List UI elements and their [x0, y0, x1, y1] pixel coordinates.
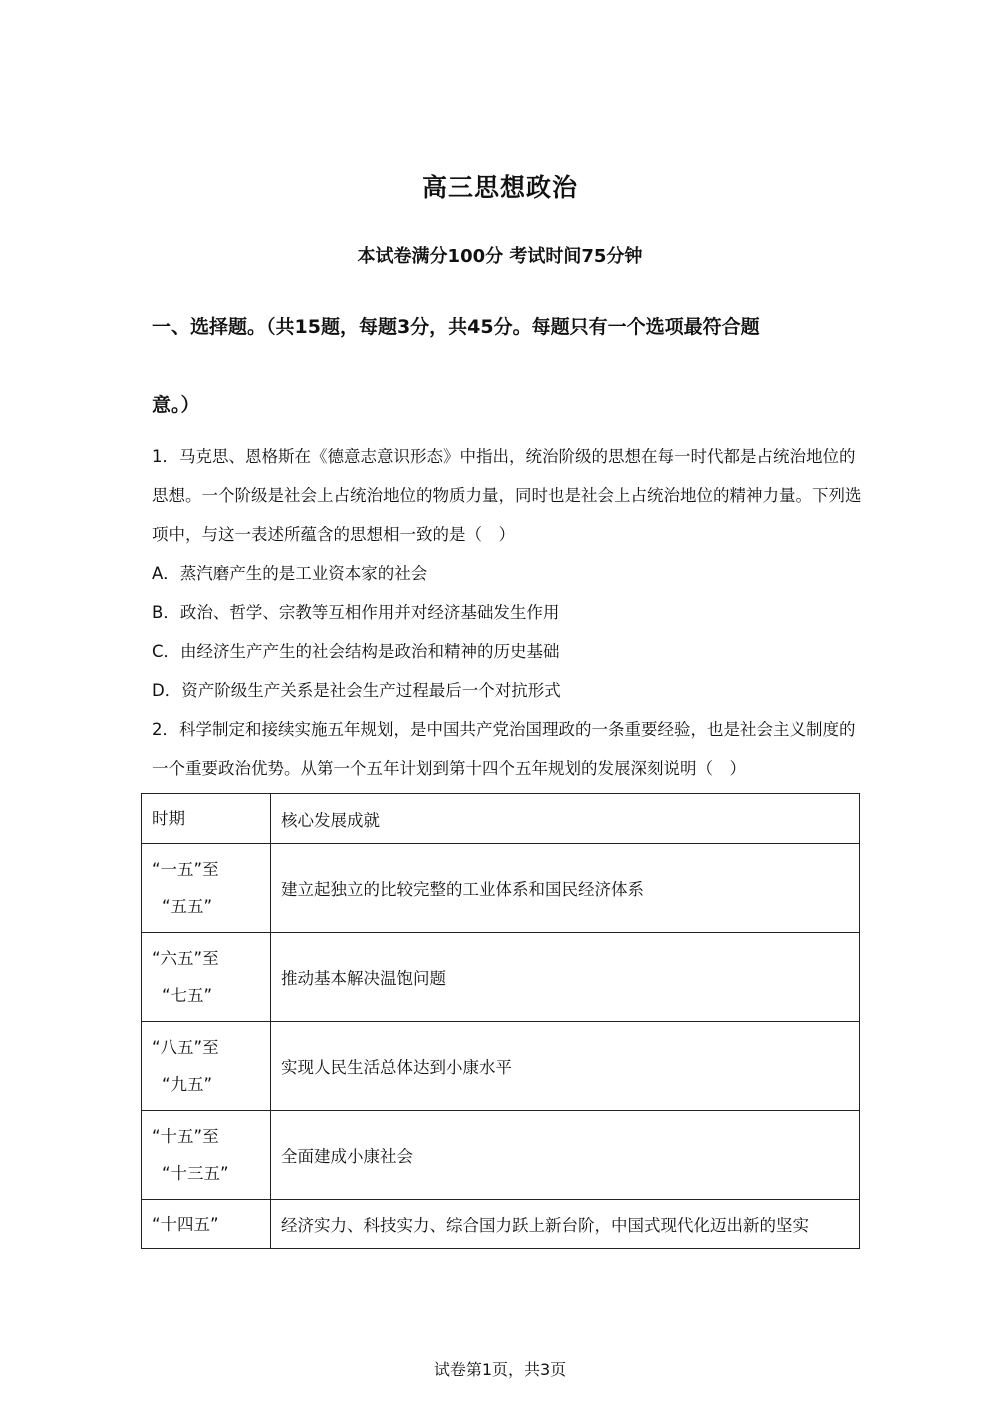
- table-cell-achievement: 建立起独立的比较完整的工业体系和国民经济体系: [271, 844, 860, 933]
- period-start: “八五”至: [152, 1038, 219, 1057]
- period-start: “六五”至: [152, 949, 219, 968]
- table-header-achievement: 核心发展成就: [271, 794, 860, 844]
- exam-title: 高三思想政治: [421, 173, 578, 202]
- table-cell-period: [142, 844, 271, 933]
- question-1-option-d: D．资产阶级生产关系是社会生产过程最后一个对抗形式: [152, 681, 561, 700]
- table-cell-period: [142, 1022, 271, 1111]
- table-cell-period: “十四五”: [142, 1200, 271, 1249]
- table-cell-achievement: 经济实力、科技实力、综合国力跃上新台阶，中国式现代化迈出新的坚实: [271, 1200, 860, 1249]
- period-end: “十三五”: [162, 1164, 229, 1183]
- table-cell-achievement: 实现人民生活总体达到小康水平: [271, 1022, 860, 1111]
- table-row: [142, 933, 860, 1022]
- table-cell-period: [142, 933, 271, 1022]
- table-cell-achievement: 全面建成小康社会: [271, 1111, 860, 1200]
- period-end: “七五”: [162, 986, 213, 1005]
- table-header-row: [142, 794, 860, 844]
- period-start: “十五”至: [152, 1127, 219, 1146]
- page-footer: 试卷第1页，共3页: [433, 1360, 567, 1379]
- table-cell-achievement: 推动基本解决温饱问题: [271, 933, 860, 1022]
- table-row: [142, 844, 860, 933]
- table-row: [142, 1200, 860, 1249]
- exam-subtitle: 本试卷满分100分 考试时间75分钟: [357, 246, 643, 267]
- question-1-option-a: A．蒸汽磨产生的是工业资本家的社会: [152, 564, 428, 583]
- period-start: “一五”至: [152, 860, 219, 879]
- section-heading-line2: 意。）: [152, 394, 200, 416]
- question-2-stem: 2．科学制定和接续实施五年规划，是中国共产党治国理政的一条重要经验，也是社会主义制度的一个重要政治优势。从第一个五年计划到第十四个五年规划的发展深刻说明（ ）: [152, 720, 856, 778]
- table-header-period: 时期: [142, 794, 271, 844]
- table-row: [142, 1022, 860, 1111]
- question-1-stem: 1．马克思、恩格斯在《德意志意识形态》中指出，统治阶级的思想在每一时代都是占统治地位的思想。一个阶级是社会上占统治地位的物质力量，同时也是社会上占统治地位的精神力量。下列选项中，与这一表述所蕴含的思想相一致的是（ ）: [152, 447, 862, 544]
- period-end: “九五”: [162, 1075, 213, 1094]
- question-1: [152, 437, 864, 710]
- table-cell-period: [142, 1111, 271, 1200]
- question-1-option-c: C．由经济生产产生的社会结构是政治和精神的历史基础: [152, 642, 560, 661]
- five-year-plan-table: [141, 793, 860, 1249]
- question-1-option-b: B．政治、哲学、宗教等互相作用并对经济基础发生作用: [152, 603, 560, 622]
- table-row: [142, 1111, 860, 1200]
- section-heading-line1: 一、选择题。（共15题，每题3分，共45分。每题只有一个选项最符合题: [152, 316, 760, 338]
- period-end: “五五”: [162, 897, 213, 916]
